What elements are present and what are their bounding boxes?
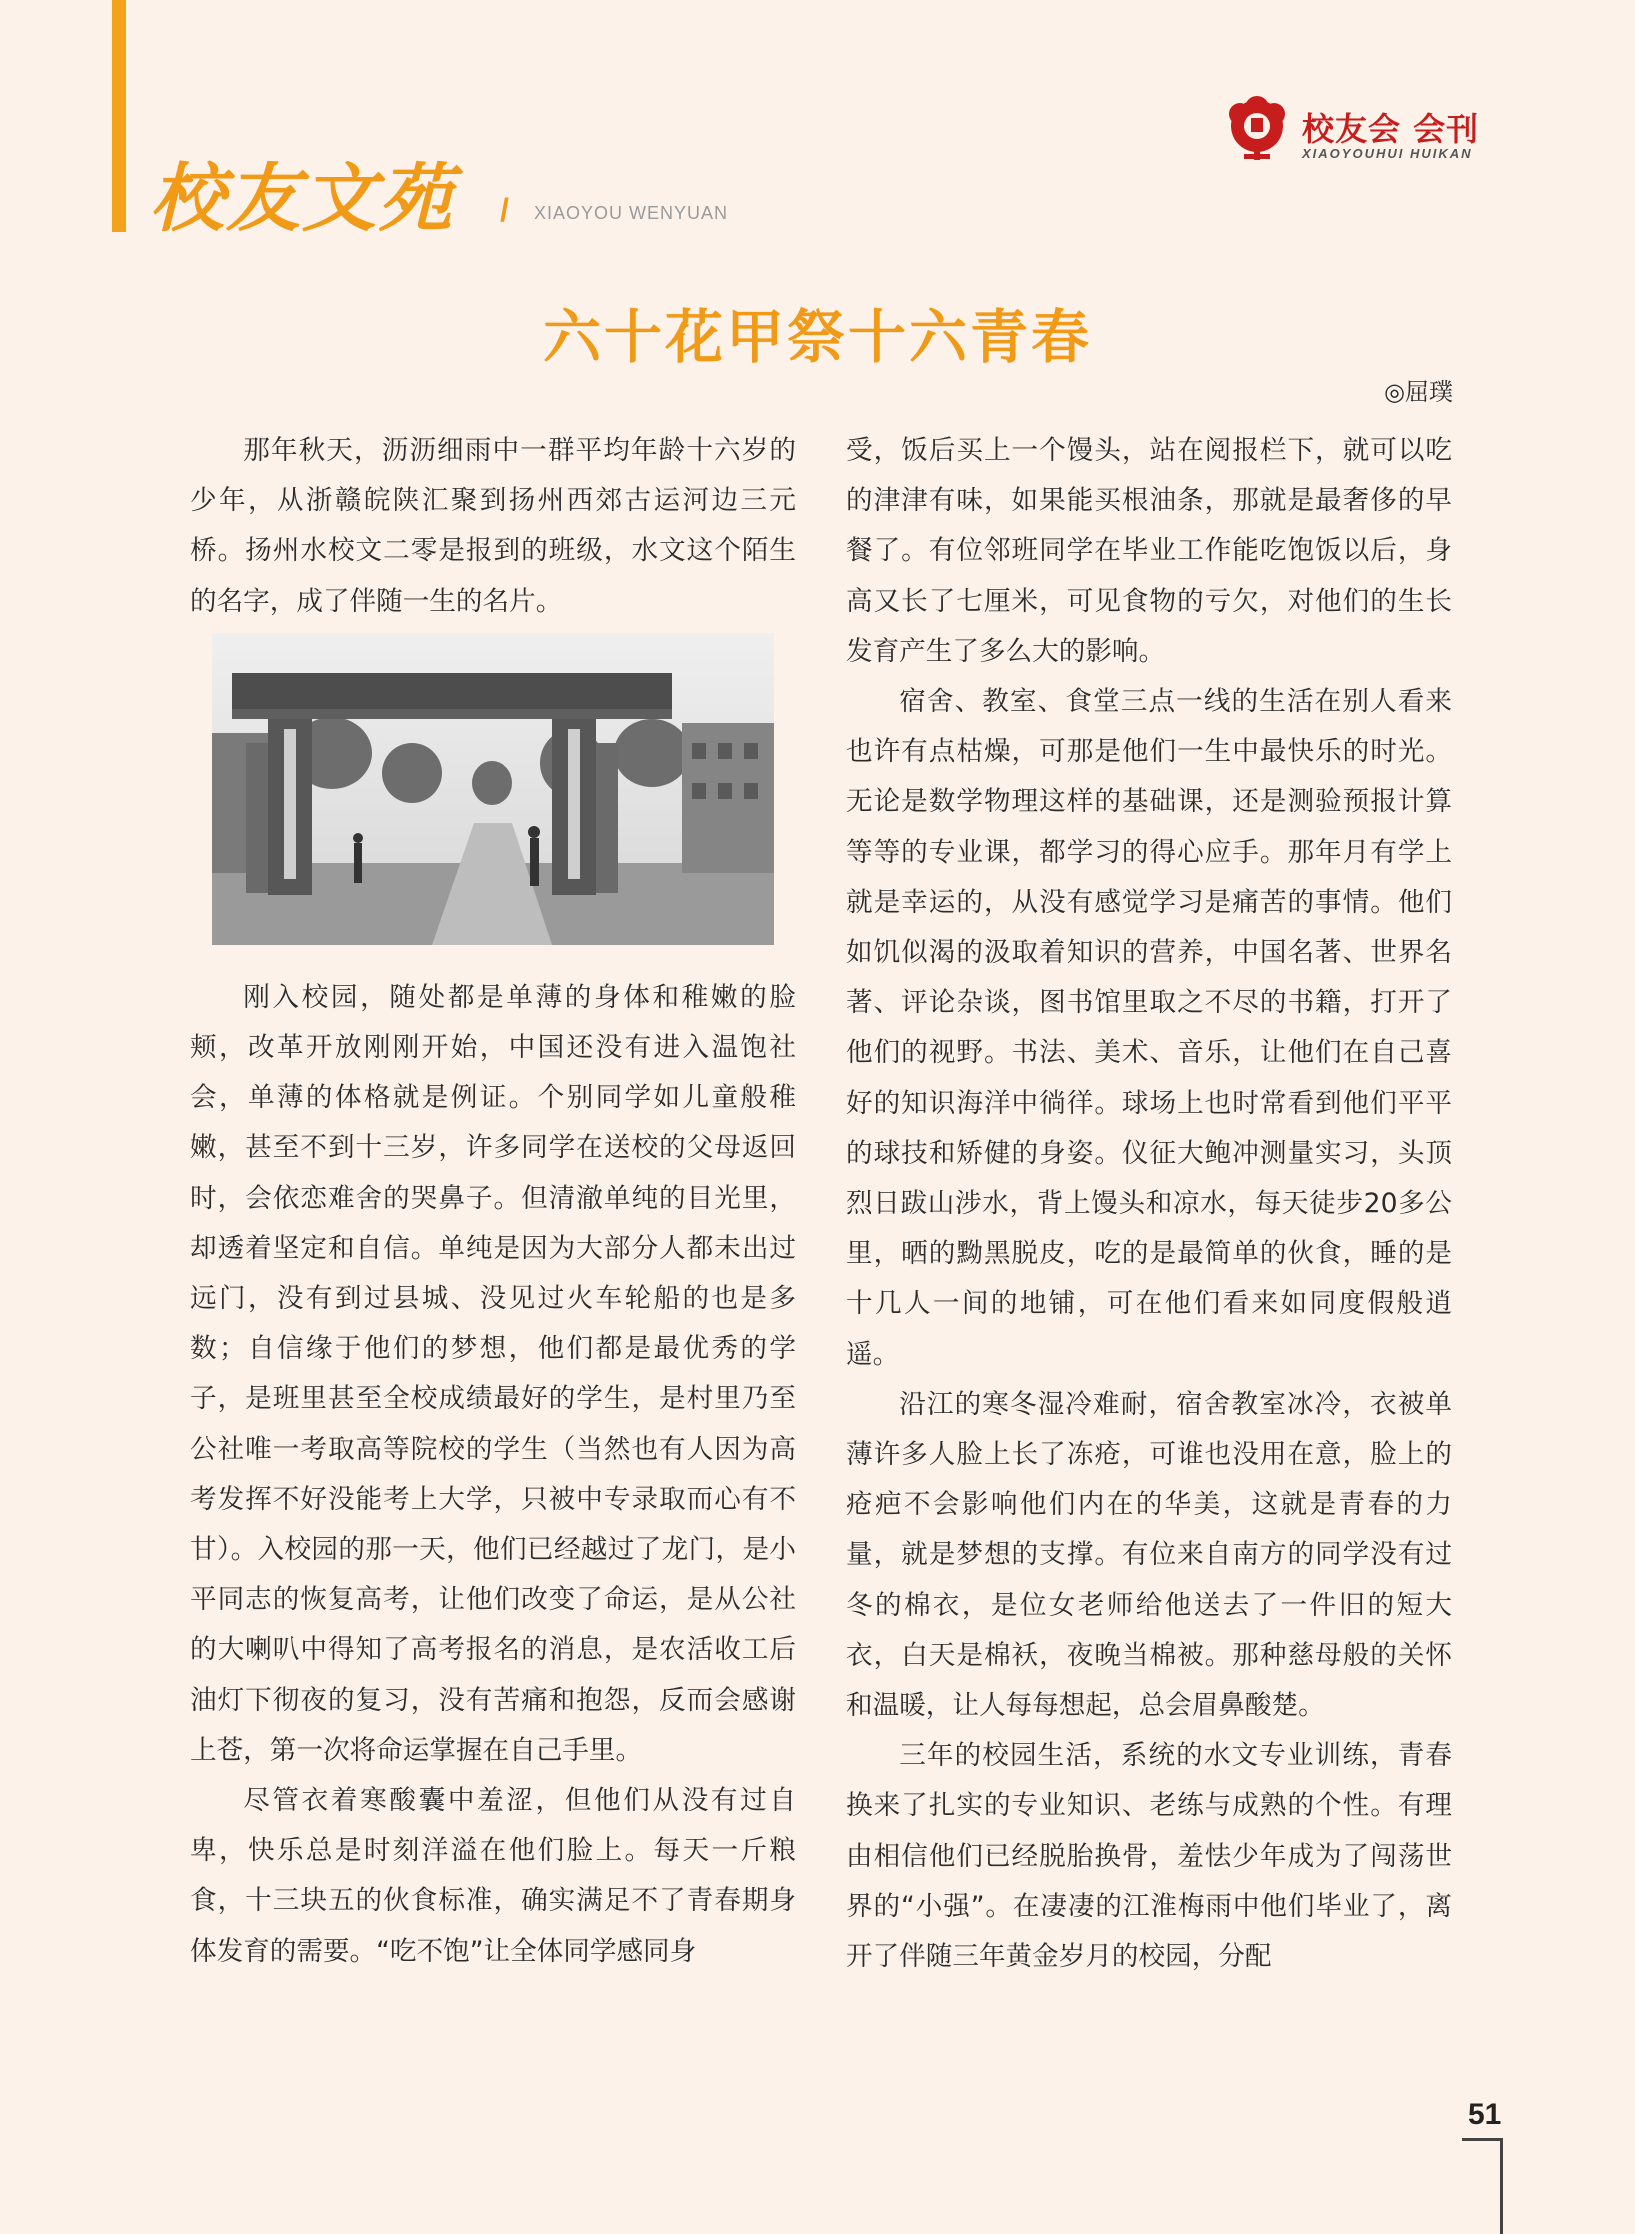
section-title: 校友文苑 <box>150 156 454 242</box>
paragraph: 刚入校园，随处都是单薄的身体和稚嫩的脸颊，改革开放刚刚开始，中国还没有进入温饱社会，单薄的体格就是例证。个别同学如儿童般稚嫩，甚至不到十三岁，许多同学在送校的父母返回时，会依恋难舍的哭鼻子。但清澈单纯的目光里，却透着坚定和自信。单纯是因为大部分人都未出过远门，没有到过县城、没见过火车轮船的也是多数；自信缘于他们的梦想，他们都是最优秀的学子，是班里甚至全校成绩最好的学生，是村里乃至公社唯一考取高等院校的学生（当然也有人因为高考发挥不好没能考上大学，只被中专录取而心有不甘）。入校园的那一天，他们已经越过了龙门，是小平同志的恢复高考，让他们改变了命运，是从公社的大喇叭中得知了高考报名的消息，是农活收工后油灯下彻夜的复习，没有苦痛和抱怨，反而会感谢上苍，第一次将命运掌握在自己手里。 <box>190 981 796 1766</box>
page-number-rule-vertical <box>1500 2138 1503 2234</box>
section-accent-bar <box>112 0 126 232</box>
alumni-logo-icon <box>1222 96 1292 162</box>
page-number: 51 <box>1468 2098 1502 2131</box>
school-gate-photo <box>212 633 774 945</box>
page-number-rule <box>1462 2138 1502 2141</box>
brand-pinyin: XIAOYOUHUI HUIKAN <box>1302 146 1473 161</box>
paragraph: 三年的校园生活，系统的水文专业训练，青春换来了扎实的专业知识、老练与成熟的个性。有理由相信他们已经脱胎换骨，羞怯少年成为了闯荡世界的“小强”。在凄凄的江淮梅雨中他们毕业了，离开了伴随三年黄金岁月的校园，分配 <box>846 1740 1452 1973</box>
section-pinyin: XIAOYOU WENYUAN <box>534 203 729 223</box>
paragraph: 尽管衣着寒酸囊中羞涩，但他们从没有过自卑，快乐总是时刻洋溢在他们脸上。每天一斤粮食，十三块五的伙食标准，确实满足不了青春期身体发育的需要。“吃不饱”让全体同学感同身 <box>190 1785 796 1967</box>
paragraph: 受，饭后买上一个馒头，站在阅报栏下，就可以吃的津津有味，如果能买根油条，那就是最奢侈的早餐了。有位邻班同学在毕业工作能吃饱饭以后，身高又长了七厘米，可见食物的亏欠，对他们的生长发育产生了多么大的影响。 <box>846 435 1452 667</box>
brand-name: 校友会 会刊 <box>1302 110 1480 148</box>
right-column <box>846 426 1452 1982</box>
left-column <box>190 426 796 1977</box>
article-title: 六十花甲祭十六青春 <box>542 303 1092 371</box>
article-author: ◎屈璞 <box>1384 378 1453 406</box>
section-slash: / <box>500 192 509 228</box>
paragraph: 那年秋天，沥沥细雨中一群平均年龄十六岁的少年，从浙赣皖陕汇聚到扬州西郊古运河边三元桥。扬州水校文二零是报到的班级，水文这个陌生的名字，成了伴随一生的名片。 <box>190 435 796 617</box>
paragraph: 沿江的寒冬湿冷难耐，宿舍教室冰冷，衣被单薄许多人脸上长了冻疮，可谁也没用在意，脸上的疮疤不会影响他们内在的华美，这就是青春的力量，就是梦想的支撑。有位来自南方的同学没有过冬的棉衣，是位女老师给他送去了一件旧的短大衣，白天是棉袄，夜晚当棉被。那种慈母般的关怀和温暖，让人每每想起，总会眉鼻酸楚。 <box>846 1388 1452 1722</box>
paragraph: 宿舍、教室、食堂三点一线的生活在别人看来也许有点枯燥，可那是他们一生中最快乐的时光。无论是数学物理这样的基础课，还是测验预报计算等等的专业课，都学习的得心应手。那年月有学上就是幸运的，从没有感觉学习是痛苦的事情。他们如饥似渴的汲取着知识的营养，中国名著、世界名著、评论杂谈，图书馆里取之不尽的书籍，打开了他们的视野。书法、美术、音乐，让他们在自己喜好的知识海洋中徜徉。球场上也时常看到他们平平的球技和矫健的身姿。仪征大鲍冲测量实习，头顶烈日跋山涉水，背上馒头和凉水，每天徒步20多公里，晒的黝黑脱皮，吃的是最简单的伙食，睡的是十几人一间的地铺，可在他们看来如同度假般逍遥。 <box>846 686 1452 1370</box>
spacer <box>190 945 796 973</box>
